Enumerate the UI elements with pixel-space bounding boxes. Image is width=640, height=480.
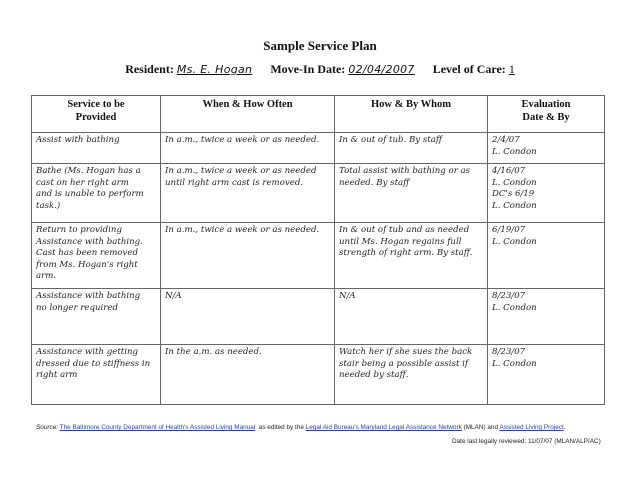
resident-info-line	[0, 62, 640, 77]
header-when: When & How Often	[161, 96, 335, 133]
level-of-care-label: Level of Care:	[432, 62, 506, 76]
table-row	[32, 223, 605, 289]
cell-when: In a.m., twice a week or as needed until right arm cast is removed.	[161, 164, 335, 223]
assisted-living-project-link[interactable]: Assisted Living Project	[499, 424, 564, 431]
baltimore-manual-link[interactable]: The Baltimore County Department of Health's Assisted Living Manual	[59, 424, 256, 431]
table-row	[32, 164, 605, 223]
source-footer: Source: The Baltimore County Department of Health's Assisted Living Manual as edited by the Legal Aid Bureau's Maryland Legal Assistance Network (MLAN) and Assisted Living Project.	[36, 424, 566, 431]
move-in-label: Move-In Date:	[270, 62, 346, 76]
table-row	[32, 289, 605, 345]
cell-evaluation: 8/23/07 L. Condon	[488, 289, 605, 345]
source-label: Source:	[36, 424, 59, 431]
cell-evaluation: 8/23/07 L. Condon	[488, 345, 605, 405]
header-evaluation: Evaluation Date & By	[488, 96, 605, 133]
cell-evaluation: 6/19/07 L. Condon	[488, 223, 605, 289]
service-plan-table	[31, 95, 605, 405]
cell-how: N/A	[335, 289, 488, 345]
cell-how: Watch her if she sues the back stair being a possible assist if needed by staff.	[335, 345, 488, 405]
header-service: Service to be Provided	[32, 96, 161, 133]
header-how: How & By Whom	[335, 96, 488, 133]
cell-how: In & out of tub and as needed until Ms. Hogan regains full strength of right arm. By staff.	[335, 223, 488, 289]
cell-service: Assistance with bathing no longer required	[32, 289, 161, 345]
review-date-note: Date last legally reviewed: 11/07/07 (MLAN/ALP/AC)	[452, 438, 601, 445]
cell-when: In a.m., twice a week or as needed.	[161, 133, 335, 164]
cell-when: In a.m., twice a week or as needed.	[161, 223, 335, 289]
cell-evaluation: 2/4/07 L. Condon	[488, 133, 605, 164]
cell-service: Assist with bathing	[32, 133, 161, 164]
table-header-row	[32, 96, 605, 133]
table-row	[32, 345, 605, 405]
cell-how: Total assist with bathing or as needed. By staff	[335, 164, 488, 223]
cell-when: N/A	[161, 289, 335, 345]
move-in-value: 02/04/2007	[348, 63, 415, 76]
cell-service: Bathe (Ms. Hogan has a cast on her right arm and is unable to perform task.)	[32, 164, 161, 223]
cell-service: Return to providing Assistance with bathing. Cast has been removed from Ms. Hogan's right arm.	[32, 223, 161, 289]
table-row	[32, 133, 605, 164]
cell-service: Assistance with getting dressed due to stiffness in right arm	[32, 345, 161, 405]
cell-how: In & out of tub. By staff	[335, 133, 488, 164]
cell-when: In the a.m. as needed.	[161, 345, 335, 405]
document-title: Sample Service Plan	[263, 38, 377, 53]
cell-evaluation: 4/16/07 L. Condon DC's 6/19 L. Condon	[488, 164, 605, 223]
resident-value: Ms. E. Hogan	[176, 63, 253, 76]
level-of-care-value: 1	[508, 62, 515, 76]
mlan-link[interactable]: Legal Aid Bureau's Maryland Legal Assistance Network	[305, 424, 462, 431]
resident-label: Resident:	[125, 62, 174, 76]
